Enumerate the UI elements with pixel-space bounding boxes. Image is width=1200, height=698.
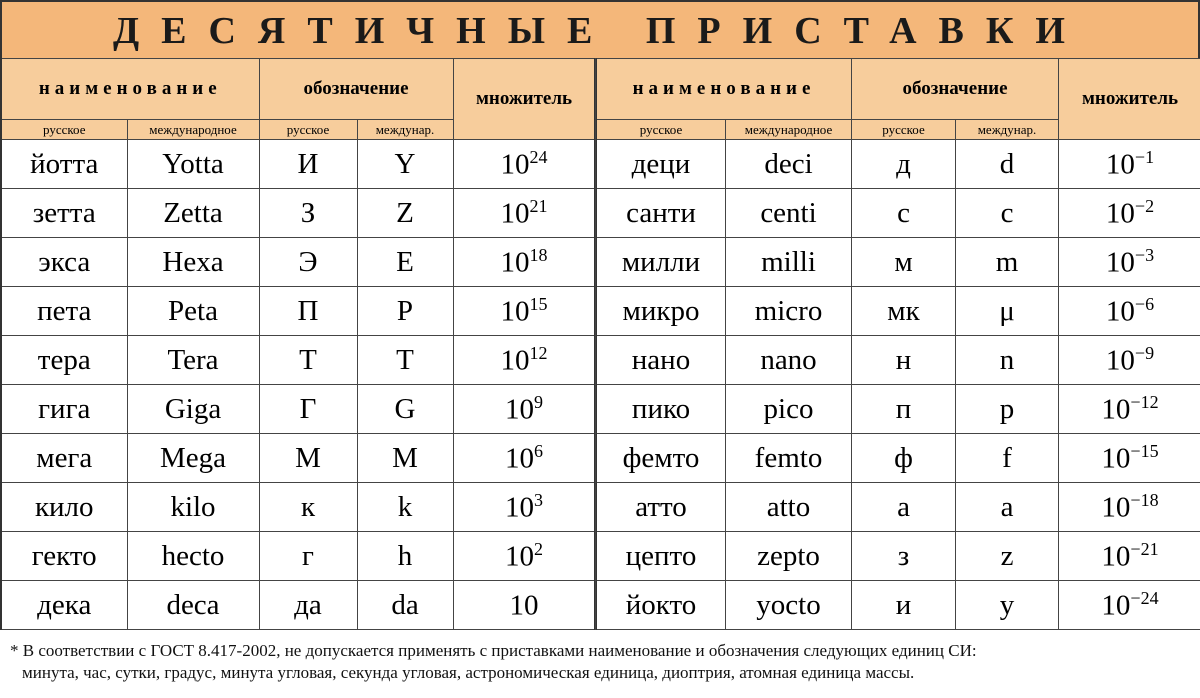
cell-multiplier [1059,581,1200,630]
cell-multiplier [1059,287,1200,336]
cell-multiplier [1059,189,1200,238]
multiplier-base: 10 [509,589,539,622]
cell-multiplier [1059,385,1200,434]
cell-sym-ru: Г [259,385,357,434]
header-multiplier: множитель [453,59,595,140]
table-row [1,140,595,189]
cell-ru: экса [1,238,127,287]
header-symbol: обозначение [852,59,1059,120]
cell-sym-ru: з [852,532,956,581]
cell-intl: hecto [127,532,259,581]
cell-sym-ru: И [259,140,357,189]
table-row [596,483,1200,532]
cell-ru: милли [596,238,726,287]
table-row [596,238,1200,287]
cell-multiplier [1059,140,1200,189]
cell-ru: пико [596,385,726,434]
multiplier-exponent: −12 [1130,391,1159,412]
subheader-sym-ru: русское [259,120,357,140]
cell-intl: Zetta [127,189,259,238]
header-multiplier: множитель [1059,59,1200,140]
cell-sym-intl: T [357,336,453,385]
cell-ru: санти [596,189,726,238]
cell-sym-intl: Z [357,189,453,238]
table-row [1,434,595,483]
cell-multiplier [453,287,595,336]
cell-intl: milli [726,238,852,287]
multiplier-base: 10 [500,295,530,328]
cell-sym-intl: G [357,385,453,434]
multiplier-exponent: 12 [529,342,548,363]
cell-sym-intl: μ [956,287,1059,336]
footnote-line-2: минута, час, сутки, градус, минута угловая, секунда угловая, астрономическая единица, диоптрия, атомная единица массы. [22,663,915,682]
cell-sym-intl: Y [357,140,453,189]
table-row [1,532,595,581]
cell-multiplier [1059,532,1200,581]
table-row [596,336,1200,385]
table-row [596,581,1200,630]
table-row [596,140,1200,189]
cell-sym-intl: d [956,140,1059,189]
cell-ru: нано [596,336,726,385]
multiplier-base: 10 [1105,295,1135,328]
cell-ru: зетта [1,189,127,238]
cell-intl: Hexa [127,238,259,287]
cell-sym-ru: а [852,483,956,532]
cell-ru: гекто [1,532,127,581]
cell-sym-ru: мк [852,287,956,336]
table-row [1,385,595,434]
multiplier-exponent: 2 [534,538,543,559]
subheader-sym-intl: междунар. [956,120,1059,140]
cell-sym-intl: c [956,189,1059,238]
multiplier-exponent: 9 [534,391,543,412]
multiplier-base: 10 [1101,589,1131,622]
cell-multiplier [453,189,595,238]
cell-sym-ru: да [259,581,357,630]
multiplier-exponent: 24 [529,146,548,167]
cell-sym-ru: н [852,336,956,385]
cell-sym-intl: f [956,434,1059,483]
cell-intl: kilo [127,483,259,532]
multiplier-base: 10 [1105,246,1135,279]
cell-multiplier [453,532,595,581]
multiplier-base: 10 [500,197,530,230]
cell-sym-intl: k [357,483,453,532]
cell-ru: йокто [596,581,726,630]
footnote-line-1: * В соответствии с ГОСТ 8.417-2002, не допускается применять с приставками наименование и обозначения следующих единиц СИ: [10,641,977,660]
multiplier-exponent: −3 [1134,244,1155,265]
cell-sym-intl: h [357,532,453,581]
cell-sym-intl: z [956,532,1059,581]
cell-intl: Mega [127,434,259,483]
subheader-intl: международное [127,120,259,140]
cell-sym-intl: a [956,483,1059,532]
cell-sym-intl: M [357,434,453,483]
cell-sym-intl: da [357,581,453,630]
cell-sym-intl: m [956,238,1059,287]
table-row [1,581,595,630]
multiplier-exponent: −21 [1130,538,1159,559]
cell-multiplier [1059,483,1200,532]
multiplier-exponent: 15 [529,293,548,314]
cell-sym-intl: y [956,581,1059,630]
cell-sym-intl: P [357,287,453,336]
multiplier-base: 10 [1101,491,1131,524]
cell-multiplier [453,434,595,483]
multiplier-base: 10 [505,540,534,573]
table-row [596,287,1200,336]
multiplier-exponent: −15 [1130,440,1159,461]
cell-sym-ru: П [259,287,357,336]
multiplier-exponent: 3 [534,489,543,510]
cell-multiplier [453,140,595,189]
cell-ru: йотта [1,140,127,189]
cell-multiplier [453,385,595,434]
cell-intl: Yotta [127,140,259,189]
table-row [596,532,1200,581]
table-row [1,336,595,385]
multiplier-exponent: −18 [1130,489,1159,510]
subheader-sym-intl: междунар. [357,120,453,140]
cell-intl: zepto [726,532,852,581]
cell-intl: yocto [726,581,852,630]
cell-sym-ru: к [259,483,357,532]
cell-multiplier [1059,238,1200,287]
multiplier-base: 10 [500,148,530,181]
multiplier-exponent: −6 [1134,293,1155,314]
cell-sym-ru: З [259,189,357,238]
cell-multiplier [1059,434,1200,483]
multiplier-exponent: 21 [529,195,548,216]
multiplier-base: 10 [505,393,534,426]
multiplier-base: 10 [1101,540,1131,573]
multiplier-exponent: −1 [1134,146,1155,167]
cell-sym-ru: г [259,532,357,581]
cell-intl: atto [726,483,852,532]
cell-multiplier [453,238,595,287]
cell-sym-ru: ф [852,434,956,483]
cell-intl: micro [726,287,852,336]
prefix-table-small [594,58,1200,630]
cell-sym-intl: n [956,336,1059,385]
table-row [596,385,1200,434]
cell-intl: Peta [127,287,259,336]
cell-ru: фемто [596,434,726,483]
cell-sym-ru: с [852,189,956,238]
multiplier-base: 10 [1105,197,1135,230]
table-row [1,189,595,238]
cell-intl: deca [127,581,259,630]
cell-ru: дека [1,581,127,630]
cell-sym-ru: Э [259,238,357,287]
cell-ru: мега [1,434,127,483]
header-name: наименование [1,59,259,120]
cell-sym-ru: Т [259,336,357,385]
multiplier-exponent: 18 [529,244,548,265]
cell-sym-ru: п [852,385,956,434]
cell-ru: тера [1,336,127,385]
table-row [1,287,595,336]
cell-intl: deci [726,140,852,189]
cell-intl: pico [726,385,852,434]
cell-intl: Giga [127,385,259,434]
cell-intl: nano [726,336,852,385]
multiplier-base: 10 [1101,442,1131,475]
cell-multiplier [1059,336,1200,385]
prefix-table-large [0,58,596,630]
multiplier-base: 10 [505,442,534,475]
subheader-ru: русское [596,120,726,140]
cell-sym-intl: E [357,238,453,287]
cell-multiplier [453,336,595,385]
multiplier-base: 10 [500,344,530,377]
table-row [1,238,595,287]
cell-intl: femto [726,434,852,483]
cell-multiplier [453,581,595,630]
cell-ru: деци [596,140,726,189]
table-row [1,483,595,532]
table-row [596,434,1200,483]
cell-sym-ru: и [852,581,956,630]
cell-ru: пета [1,287,127,336]
subheader-ru: русское [1,120,127,140]
cell-ru: микро [596,287,726,336]
cell-ru: атто [596,483,726,532]
header-name: наименование [596,59,852,120]
subheader-intl: международное [726,120,852,140]
cell-intl: centi [726,189,852,238]
multiplier-base: 10 [1101,393,1131,426]
header-symbol: обозначение [259,59,453,120]
multiplier-base: 10 [1105,344,1135,377]
cell-intl: Tera [127,336,259,385]
cell-ru: кило [1,483,127,532]
cell-ru: гига [1,385,127,434]
cell-sym-ru: М [259,434,357,483]
cell-sym-ru: д [852,140,956,189]
multiplier-base: 10 [1105,148,1135,181]
cell-multiplier [453,483,595,532]
subheader-sym-ru: русское [852,120,956,140]
multiplier-exponent: −24 [1130,587,1159,608]
multiplier-exponent: 6 [534,440,543,461]
page-title: ДЕСЯТИЧНЫЕ ПРИСТАВКИ [0,0,1200,58]
cell-sym-ru: м [852,238,956,287]
multiplier-exponent: −2 [1134,195,1155,216]
cell-sym-intl: p [956,385,1059,434]
multiplier-base: 10 [505,491,534,524]
multiplier-base: 10 [500,246,530,279]
multiplier-exponent: −9 [1134,342,1155,363]
footnote [10,640,977,684]
table-row [596,189,1200,238]
cell-ru: цепто [596,532,726,581]
